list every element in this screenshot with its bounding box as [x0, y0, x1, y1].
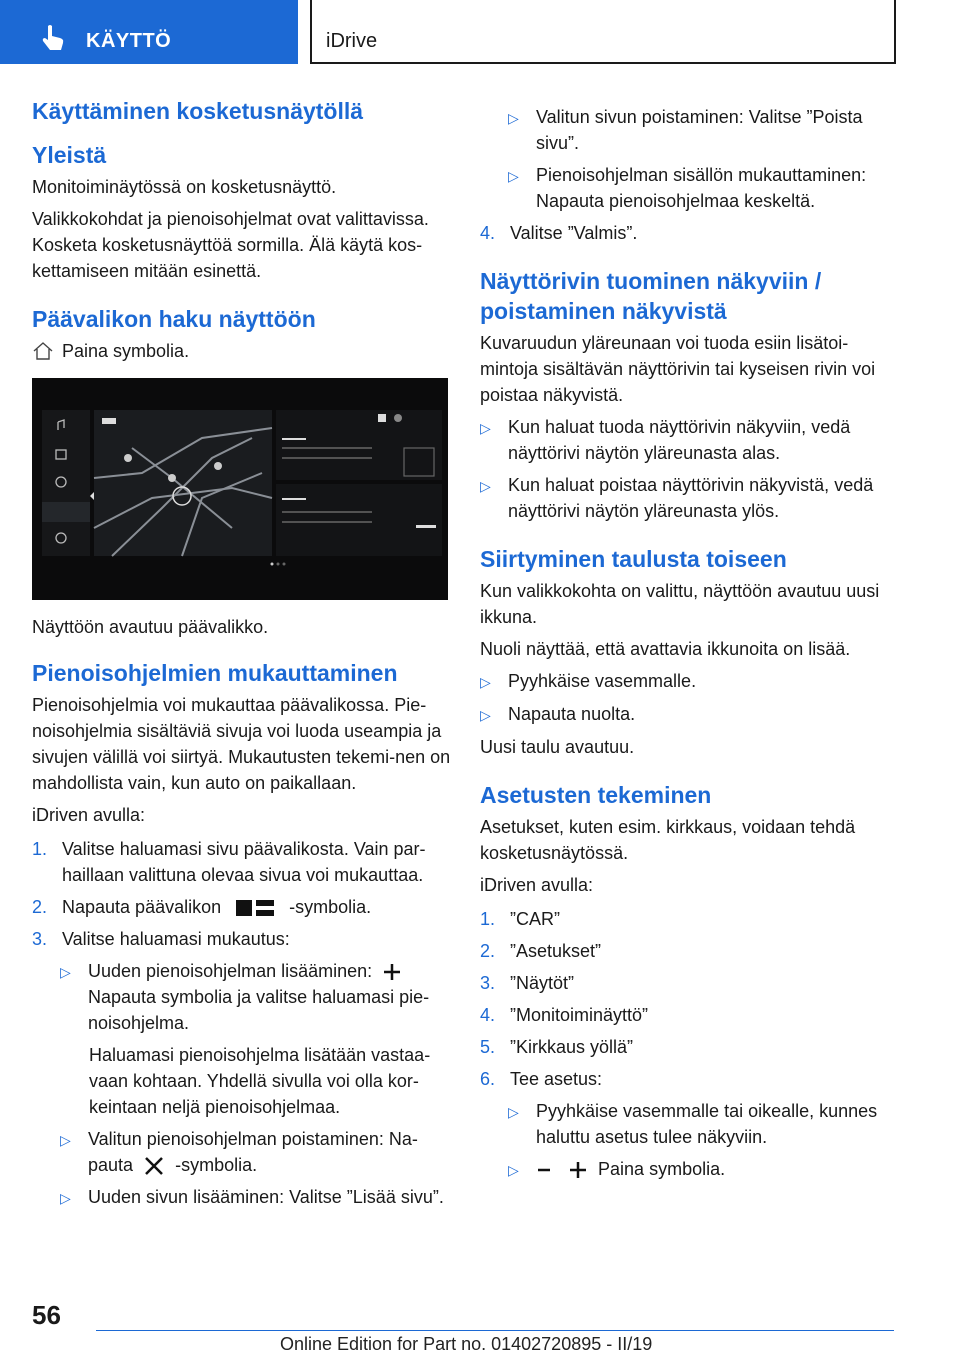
bullet-item: ▷ Paina symbolia.	[508, 1156, 900, 1183]
paragraph: Nuoli näyttää, että avattavia ikkunoita on lisää.	[480, 639, 851, 659]
bullet-item: ▷ Kun haluat tuoda näyttörivin näkyviin, vedä näyttörivi näytön yläreunasta alas.	[480, 414, 900, 466]
paragraph: Monitoiminäytössä on kosketusnäyttö.	[32, 177, 337, 197]
bullet-item: ▷ Valitun pienoisohjelman poistaminen: Na-pauta -symbolia.	[60, 1126, 452, 1178]
chapter-title: iDrive	[326, 30, 378, 52]
step-item: 1. Valitse haluamasi sivu päävalikosta. Vain par-haillaan valittuna olevaa sivua voi mukauttaa.	[32, 839, 426, 885]
touch-hand-icon	[40, 24, 66, 52]
bullet-item: ▷ Uuden pienoisohjelman lisääminen: Napauta symbolia ja valitse haluamasi pie-noisohjelma.	[60, 958, 452, 1036]
paragraph: Pienoisohjelmia voi mukauttaa päävalikossa. Pie-noisohjelmia sisältäviä sivuja voi luoda useampia ja sivujen välillä voi siirtyä. Mukautusten tekemi-nen on mahdollista vain, kun auto on paikallaan.	[32, 695, 451, 793]
step-item: 2. Napauta päävalikon -symbolia.	[32, 897, 372, 917]
triangle-bullet-icon: ▷	[60, 1190, 71, 1206]
right-column	[480, 104, 900, 1189]
triangle-bullet-icon: ▷	[508, 1162, 519, 1178]
step-item: 3. ”Näytöt”	[480, 973, 575, 993]
heading-main-menu: Päävalikon haku näyttöön	[32, 306, 316, 332]
triangle-bullet-icon: ▷	[480, 420, 491, 436]
chapter-box	[310, 0, 896, 64]
heading-status-bar: Näyttörivin tuominen näkyviin / poistaminen näkyvistä	[480, 268, 822, 324]
bullet-item: ▷ Uuden sivun lisääminen: Valitse ”Lisää sivu”.	[60, 1184, 452, 1211]
page-number: 56	[32, 1300, 61, 1330]
left-column	[32, 96, 452, 1217]
triangle-bullet-icon: ▷	[480, 707, 491, 723]
step-item: 4. ”Monitoiminäyttö”	[480, 1005, 649, 1025]
heading-widgets: Pienoisohjelmien mukauttaminen	[32, 660, 398, 686]
paragraph: Kuvaruudun yläreunaan voi tuoda esiin lisätoi-mintoja sisältävän näyttörivin tai kyseisen rivin voi poistaa näkyvistä.	[480, 333, 876, 405]
triangle-bullet-icon: ▷	[60, 1132, 71, 1148]
bullet-item: ▷ Pyyhkäise vasemmalle.	[480, 668, 900, 695]
step-item: 3. Valitse haluamasi mukautus:	[32, 929, 290, 949]
step-item: 6. Tee asetus:	[480, 1069, 603, 1089]
triangle-bullet-icon: ▷	[60, 964, 71, 980]
triangle-bullet-icon: ▷	[480, 674, 491, 690]
bullet-item: ▷ Valitun sivun poistaminen: Valitse ”Poista sivu”.	[508, 104, 900, 156]
press-symbol-row: Paina symbolia.	[32, 338, 452, 364]
menu-edit-icon	[232, 898, 278, 918]
paragraph: Haluamasi pienoisohjelma lisätään vastaa-vaan kohtaan. Yhdellä sivulla voi olla kor-keintaan neljä pienoisohjelmaa.	[89, 1045, 431, 1117]
triangle-bullet-icon: ▷	[480, 478, 491, 494]
paragraph: Asetukset, kuten esim. kirkkaus, voidaan tehdä kosketusnäytössä.	[480, 817, 856, 863]
paragraph: Näyttöön avautuu päävalikko.	[32, 617, 269, 637]
heading-settings: Asetusten tekeminen	[480, 782, 712, 808]
display-image	[32, 378, 448, 600]
step-item: 2. ”Asetukset”	[480, 941, 602, 961]
paragraph: Valikkokohdat ja pienoisohjelmat ovat valittavissa. Kosketa kosketusnäyttöä sormilla. Älä käytä kos-kettamiseen mitään esinettä.	[32, 209, 429, 281]
bullet-item: ▷ Kun haluat poistaa näyttörivin näkyvistä, vedä näyttörivi näytön yläreunasta ylös.	[480, 472, 900, 524]
paragraph: Uusi taulu avautuu.	[480, 737, 635, 757]
section-tab	[0, 0, 298, 64]
plus-icon	[569, 1161, 587, 1179]
bullet-item: ▷ Pyyhkäise vasemmalle tai oikealle, kunnes haluttu asetus tulee näkyviin.	[508, 1098, 900, 1150]
heading-general: Yleistä	[32, 142, 107, 168]
edition-note: Online Edition for Part no. 01402720895 - II/19	[280, 1334, 653, 1354]
footer-divider	[96, 1330, 894, 1331]
triangle-bullet-icon: ▷	[508, 110, 519, 126]
paragraph: iDriven avulla:	[480, 875, 594, 895]
heading-switch-panels: Siirtyminen taulusta toiseen	[480, 546, 787, 572]
bullet-item: ▷ Napauta nuolta.	[480, 701, 900, 728]
step-item: 1. ”CAR”	[480, 909, 560, 929]
section-title: KÄYTTÖ	[86, 30, 172, 52]
home-icon	[32, 340, 54, 362]
main-menu-screenshot	[32, 378, 448, 600]
paragraph: iDriven avulla:	[32, 805, 146, 825]
plus-icon	[383, 963, 401, 981]
step-item: 5. ”Kirkkaus yöllä”	[480, 1037, 634, 1057]
close-icon	[144, 1156, 164, 1176]
triangle-bullet-icon: ▷	[508, 168, 519, 184]
step-item: 4. Valitse ”Valmis”.	[480, 223, 638, 243]
triangle-bullet-icon: ▷	[508, 1104, 519, 1120]
page-title: Käyttäminen kosketusnäytöllä	[32, 98, 364, 124]
paragraph: Kun valikkokohta on valittu, näyttöön avautuu uusi ikkuna.	[480, 581, 880, 627]
bullet-item: ▷ Pienoisohjelman sisällön mukauttaminen: Napauta pienoisohjelmaa keskeltä.	[508, 162, 900, 214]
minus-icon	[536, 1162, 552, 1178]
